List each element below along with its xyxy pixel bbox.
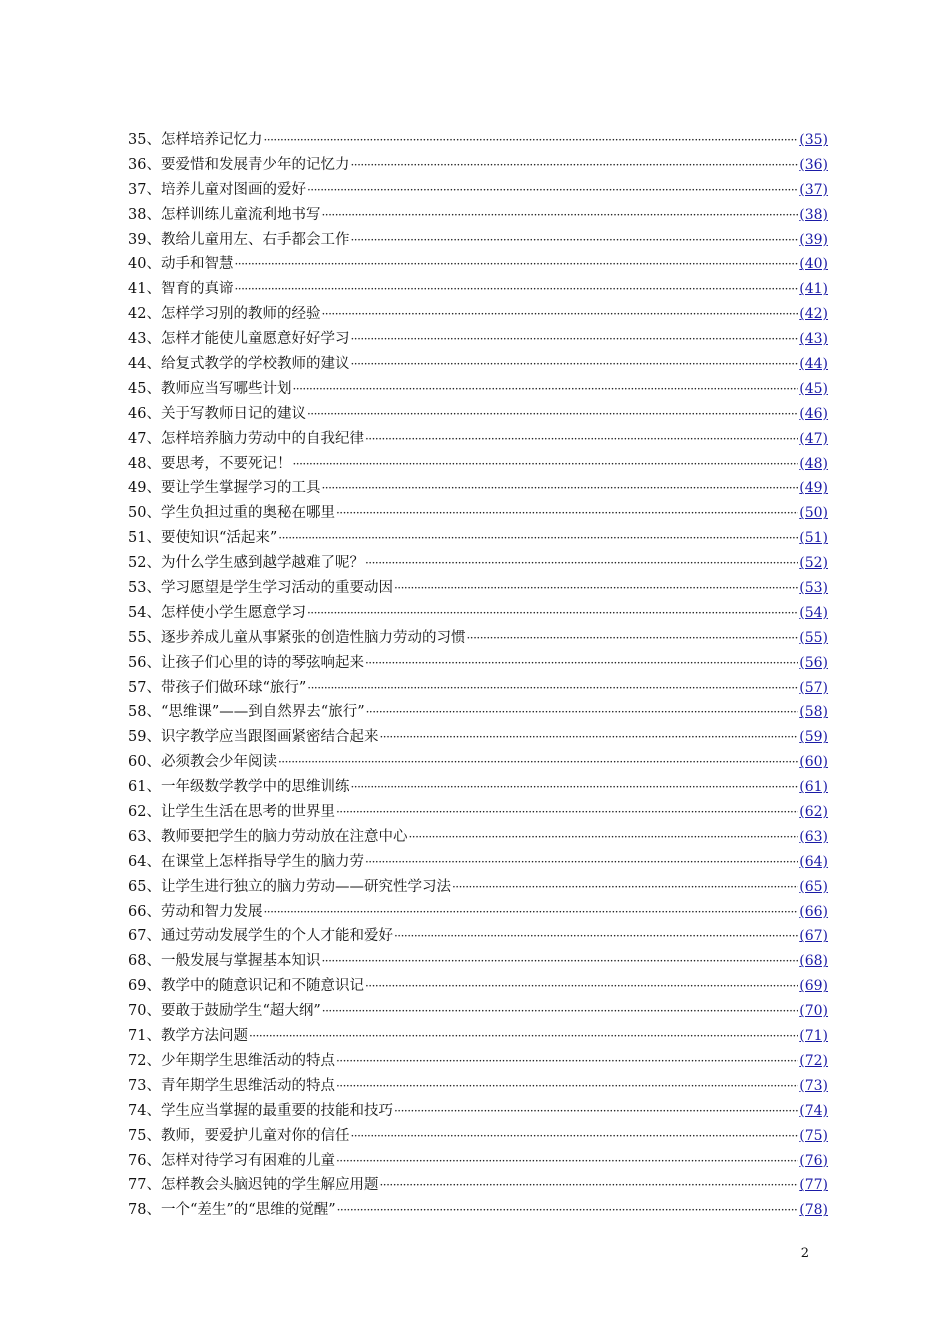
toc-page-link[interactable]: (66): [799, 903, 828, 920]
toc-page-link[interactable]: (55): [799, 629, 828, 646]
toc-dot-leader: [321, 302, 798, 327]
toc-entry[interactable]: [128, 626, 828, 651]
toc-entry-title: 怎样对待学习有困难的儿童: [160, 1152, 335, 1169]
toc-dot-leader: [350, 153, 798, 178]
toc-page-link[interactable]: (54): [799, 604, 828, 621]
toc-entry[interactable]: [128, 750, 828, 775]
toc-page-link[interactable]: (46): [799, 405, 828, 422]
toc-dot-leader: [292, 452, 798, 477]
toc-entry-title: 少年期学生思维活动的特点: [160, 1052, 335, 1069]
toc-entry[interactable]: [128, 974, 828, 999]
toc-entry[interactable]: [128, 178, 828, 203]
toc-entry-number: 39、: [128, 231, 161, 248]
toc-entry-title: 识字教学应当跟图画紧密结合起来: [160, 729, 379, 746]
toc-entry-title: 关于写教师日记的建议: [160, 405, 306, 422]
toc-dot-leader: [337, 1198, 799, 1223]
toc-entry[interactable]: [128, 476, 828, 501]
toc-entry-title: 教学中的随意识记和不随意识记: [160, 978, 364, 995]
toc-entry[interactable]: [128, 277, 828, 302]
toc-dot-leader: [321, 949, 798, 974]
toc-page-link[interactable]: (37): [799, 181, 828, 198]
toc-entry[interactable]: [128, 676, 828, 701]
toc-page-link[interactable]: (69): [799, 978, 828, 995]
toc-entry-number: 70、: [128, 1003, 161, 1020]
toc-page-link[interactable]: (41): [799, 281, 828, 298]
toc-dot-leader: [263, 900, 798, 925]
toc-page-link[interactable]: (73): [799, 1077, 828, 1094]
toc-entry-title: 通过劳动发展学生的个人才能和爱好: [160, 928, 393, 945]
toc-entry-title: 要敢于鼓励学生“超大纲”: [160, 1003, 321, 1020]
toc-entry-title: 让学生进行独立的脑力劳动——研究性学习法: [160, 878, 451, 895]
toc-dot-leader: [336, 1049, 798, 1074]
toc-page-link[interactable]: (70): [799, 1003, 828, 1020]
toc-entry-number: 52、: [128, 555, 161, 572]
toc-entry-number: 38、: [128, 206, 161, 223]
toc-page-link[interactable]: (63): [799, 828, 828, 845]
toc-dot-leader: [336, 1149, 798, 1174]
toc-dot-leader: [336, 800, 798, 825]
toc-entry-number: 71、: [128, 1028, 161, 1045]
toc-entry[interactable]: [128, 128, 828, 153]
toc-dot-leader: [322, 999, 798, 1024]
toc-entry-title: 教学方法问题: [160, 1028, 248, 1045]
toc-dot-leader: [249, 1024, 798, 1049]
toc-entry-number: 68、: [128, 953, 161, 970]
toc-page-link[interactable]: (58): [799, 704, 828, 721]
toc-dot-leader: [379, 1173, 798, 1198]
toc-dot-leader: [379, 725, 798, 750]
toc-entry-number: 74、: [128, 1102, 161, 1119]
toc-entry-number: 46、: [128, 405, 161, 422]
toc-entry-title: 怎样培养记忆力: [160, 131, 263, 148]
toc-entry-title: 学生负担过重的奥秘在哪里: [160, 505, 335, 522]
toc-entry-number: 64、: [128, 853, 161, 870]
toc-entry[interactable]: [128, 327, 828, 352]
toc-entry-title: 培养儿童对图画的爱好: [160, 181, 306, 198]
toc-page-link[interactable]: (75): [799, 1127, 828, 1144]
toc-entry-number: 53、: [128, 580, 161, 597]
toc-dot-leader: [394, 1099, 798, 1124]
toc-dot-leader: [307, 402, 798, 427]
toc-entry-number: 45、: [128, 380, 161, 397]
toc-entry[interactable]: [128, 252, 828, 277]
toc-entry-title: 要思考，不要死记！: [160, 455, 292, 472]
toc-page-link[interactable]: (49): [799, 480, 828, 497]
toc-entry-number: 58、: [128, 704, 161, 721]
toc-entry-number: 43、: [128, 331, 161, 348]
toc-entry-title: 怎样培养脑力劳动中的自我纪律: [160, 430, 364, 447]
toc-entry-number: 35、: [128, 131, 161, 148]
toc-page-link[interactable]: (45): [799, 380, 828, 397]
toc-dot-leader: [394, 924, 798, 949]
toc-page-link[interactable]: (74): [799, 1102, 828, 1119]
toc-page-link[interactable]: (52): [799, 555, 828, 572]
toc-entry[interactable]: [128, 1099, 828, 1124]
toc-entry-title: 智育的真谛: [160, 281, 234, 298]
toc-page-link[interactable]: (78): [799, 1202, 828, 1219]
toc-entry-title: 带孩子们做环球“旅行”: [160, 679, 307, 696]
toc-dot-leader: [292, 377, 798, 402]
toc-entry-number: 37、: [128, 181, 161, 198]
toc-entry[interactable]: [128, 601, 828, 626]
toc-entry-number: 55、: [128, 629, 161, 646]
toc-entry-title: 青年期学生思维活动的特点: [160, 1077, 335, 1094]
toc-entry[interactable]: [128, 402, 828, 427]
toc-entry-number: 73、: [128, 1077, 161, 1094]
toc-dot-leader: [365, 850, 798, 875]
toc-entry[interactable]: [128, 725, 828, 750]
toc-entry-title: 教师，要爱护儿童对你的信任: [160, 1127, 350, 1144]
toc-page-link[interactable]: (64): [799, 853, 828, 870]
toc-page-link[interactable]: (77): [799, 1177, 828, 1194]
toc-dot-leader: [365, 551, 798, 576]
toc-entry[interactable]: [128, 1124, 828, 1149]
toc-entry-title: 怎样教会头脑迟钝的学生解应用题: [160, 1177, 379, 1194]
toc-entry-title: 一个“差生”的“思维的觉醒”: [160, 1202, 336, 1219]
toc-entry-title: 学生应当掌握的最重要的技能和技巧: [160, 1102, 393, 1119]
toc-entry-number: 40、: [128, 256, 161, 273]
toc-entry[interactable]: [128, 999, 828, 1024]
toc-dot-leader: [366, 700, 799, 725]
toc-entry[interactable]: [128, 825, 828, 850]
toc-entry-number: 49、: [128, 480, 161, 497]
toc-entry[interactable]: [128, 875, 828, 900]
toc-entry-title: 怎样学习别的教师的经验: [160, 306, 321, 323]
toc-entry-title: 让学生生活在思考的世界里: [160, 804, 335, 821]
toc-entry-title: 动手和智慧: [160, 256, 234, 273]
toc-dot-leader: [365, 427, 798, 452]
toc-entry-number: 48、: [128, 455, 161, 472]
toc-entry-number: 66、: [128, 903, 161, 920]
toc-dot-leader: [278, 750, 798, 775]
toc-page-link[interactable]: (61): [799, 779, 828, 796]
toc-dot-leader: [350, 1124, 798, 1149]
toc-page-link[interactable]: (53): [799, 580, 828, 597]
toc-entry-title: 怎样使小学生愿意学习: [160, 604, 306, 621]
toc-entry-title: 怎样才能使儿童愿意好好学习: [160, 331, 350, 348]
toc-entry-number: 44、: [128, 356, 161, 372]
toc-page-link[interactable]: (35): [799, 131, 828, 148]
toc-entry[interactable]: [128, 850, 828, 875]
toc-entry-title: 要让学生掌握学习的工具: [160, 480, 321, 497]
toc-dot-leader: [307, 178, 798, 203]
toc-entry[interactable]: [128, 925, 828, 950]
toc-entry-title: 为什么学生感到越学越难了呢？: [160, 555, 364, 572]
toc-entry[interactable]: [128, 427, 828, 452]
toc-entry[interactable]: [128, 352, 828, 377]
toc-entry-title: 在课堂上怎样指导学生的脑力劳: [160, 853, 364, 870]
toc-entry-number: 72、: [128, 1052, 161, 1069]
toc-page-link[interactable]: (72): [799, 1052, 828, 1069]
toc-entry-number: 67、: [128, 928, 161, 945]
toc-entry-title: “思维课”——到自然界去“旅行”: [160, 704, 365, 721]
page-number: 2: [800, 1246, 809, 1261]
toc-entry[interactable]: [128, 551, 828, 576]
toc-entry[interactable]: [128, 526, 828, 551]
toc-page-link[interactable]: (48): [799, 455, 828, 472]
toc-entry-title: 教师应当写哪些计划: [160, 380, 292, 397]
toc-entry-title: 怎样训练儿童流利地书写: [160, 206, 321, 223]
toc-entry[interactable]: [128, 153, 828, 178]
toc-entry[interactable]: [128, 700, 828, 725]
toc-entry-number: 54、: [128, 604, 161, 621]
toc-entry[interactable]: [128, 501, 828, 526]
toc-dot-leader: [365, 974, 798, 999]
toc-entry-title: 让孩子们心里的诗的琴弦响起来: [160, 654, 364, 671]
toc-entry-number: 59、: [128, 729, 161, 746]
toc-entry[interactable]: [128, 1198, 828, 1223]
toc-entry[interactable]: [128, 949, 828, 974]
toc-entry-number: 75、: [128, 1127, 161, 1144]
toc-entry-number: 50、: [128, 505, 161, 522]
toc-dot-leader: [278, 526, 798, 551]
toc-page-link[interactable]: (56): [799, 654, 828, 671]
toc-page-link[interactable]: (71): [799, 1028, 828, 1045]
toc-page-link[interactable]: (50): [799, 505, 828, 522]
toc-page-link[interactable]: (76): [799, 1152, 828, 1169]
toc-dot-leader: [307, 676, 798, 701]
toc-entry[interactable]: [128, 228, 828, 253]
toc-entry-number: 36、: [128, 156, 161, 173]
toc-page-link[interactable]: (57): [799, 679, 828, 696]
toc-entry[interactable]: [128, 1149, 828, 1174]
toc-entry[interactable]: [128, 203, 828, 228]
toc-entry[interactable]: [128, 576, 828, 601]
toc-dot-leader: [452, 875, 798, 900]
toc-entry-number: 61、: [128, 779, 161, 796]
toc-dot-leader: [263, 128, 798, 153]
toc-entry[interactable]: [128, 377, 828, 402]
toc-entry-number: 78、: [128, 1202, 161, 1219]
toc-entry-number: 60、: [128, 754, 161, 771]
toc-entry-number: 63、: [128, 828, 161, 845]
toc-page-link[interactable]: (62): [799, 804, 828, 821]
toc-page-link[interactable]: (43): [799, 331, 828, 348]
toc-entry-title: 劳动和智力发展: [160, 903, 263, 920]
toc-dot-leader: [234, 277, 798, 302]
toc-entry[interactable]: [128, 1074, 828, 1099]
toc-entry-title: 一般发展与掌握基本知识: [160, 953, 321, 970]
toc-entry-number: 41、: [128, 281, 161, 298]
toc-entry-title: 逐步养成儿童从事紧张的创造性脑力劳动的习惯: [160, 629, 466, 646]
toc-dot-leader: [350, 775, 798, 800]
toc-page-link[interactable]: (38): [799, 206, 828, 223]
toc-entry[interactable]: [128, 1049, 828, 1074]
toc-entry-number: 62、: [128, 804, 161, 821]
toc-page-link[interactable]: (39): [799, 231, 828, 248]
toc-page-link[interactable]: (51): [799, 530, 828, 547]
toc-page-link[interactable]: (59): [799, 729, 828, 746]
table-of-contents: [128, 128, 828, 1223]
toc-dot-leader: [394, 576, 798, 601]
toc-entry[interactable]: [128, 651, 828, 676]
toc-entry[interactable]: [128, 900, 828, 925]
toc-dot-leader: [350, 228, 798, 253]
toc-entry-number: 47、: [128, 430, 161, 447]
toc-entry-number: 69、: [128, 978, 161, 995]
toc-page-link[interactable]: (60): [799, 754, 828, 771]
toc-entry-title: 教给儿童用左、右手都会工作: [160, 231, 350, 248]
toc-entry-number: 76、: [128, 1152, 161, 1169]
toc-entry-title: 一年级数学教学中的思维训练: [160, 779, 350, 796]
toc-entry[interactable]: [128, 1024, 828, 1049]
toc-dot-leader: [336, 501, 798, 526]
toc-dot-leader: [336, 1074, 798, 1099]
toc-entry[interactable]: [128, 1173, 828, 1198]
toc-dot-leader: [350, 327, 798, 352]
toc-dot-leader: [408, 825, 798, 850]
toc-dot-leader: [365, 651, 798, 676]
toc-dot-leader: [321, 203, 798, 228]
toc-page-link[interactable]: (68): [799, 953, 828, 970]
toc-entry-number: 42、: [128, 306, 161, 323]
toc-entry-title: 教师要把学生的脑力劳动放在注意中心: [160, 828, 408, 845]
toc-entry-title: 给复式教学的学校教师的建议: [160, 356, 350, 372]
toc-dot-leader: [234, 252, 798, 277]
toc-entry-number: 51、: [128, 530, 161, 547]
toc-page-link[interactable]: (65): [799, 878, 828, 895]
toc-dot-leader: [350, 352, 798, 377]
toc-page-link[interactable]: (44): [799, 356, 828, 372]
toc-entry-title: 要爱惜和发展青少年的记忆力: [160, 156, 350, 173]
toc-entry-number: 77、: [128, 1177, 161, 1194]
toc-page-link[interactable]: (40): [799, 256, 828, 273]
toc-page-link[interactable]: (36): [799, 156, 828, 173]
toc-dot-leader: [466, 626, 798, 651]
toc-dot-leader: [307, 601, 798, 626]
toc-entry-title: 必须教会少年阅读: [160, 754, 277, 771]
toc-entry-title: 学习愿望是学生学习活动的重要动因: [160, 580, 393, 597]
toc-entry[interactable]: [128, 775, 828, 800]
toc-page-link[interactable]: (67): [799, 928, 828, 945]
toc-entry-number: 57、: [128, 679, 161, 696]
toc-entry[interactable]: [128, 302, 828, 327]
toc-entry-number: 65、: [128, 878, 161, 895]
toc-dot-leader: [321, 476, 798, 501]
toc-entry-number: 56、: [128, 654, 161, 671]
toc-entry[interactable]: [128, 800, 828, 825]
toc-entry[interactable]: [128, 452, 828, 477]
toc-entry-title: 要使知识“活起来”: [160, 530, 278, 547]
toc-page-link[interactable]: (47): [799, 430, 828, 447]
toc-page-link[interactable]: (42): [799, 306, 828, 323]
